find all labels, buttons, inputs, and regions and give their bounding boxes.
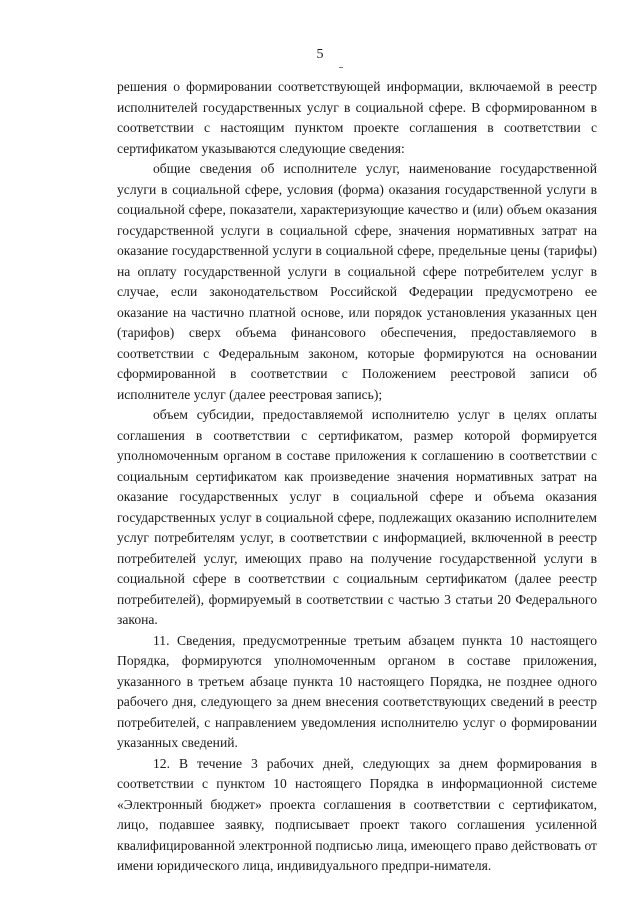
paragraph-item-11: 11. Сведения, предусмотренные третьим абзацем пункта 10 настоящего Порядка, формируются уполномоченным органом в составе приложения, указанного в третьем абзаце пункта 10 настоящего Порядка, не позднее одного рабочего дня, следующего за днем внесения соответствующих сведений в реестр потребителей, с направлением уведомления исполнителю услуг о формировании указанных сведений. <box>117 632 597 750</box>
paragraph-item-12: 12. В течение 3 рабочих дней, следующих за днем формирования в соответствии с пунктом 10 настоящего Порядка в информационной системе «Электронный бюджет» проекта соглашения в соответствии с сертификатом, лицо, подавшее заявку, подписывает проект такого соглашения усиленной квалифицированной электронной подписью лица, имеющего право действовать от имени юридического лица, индивидуального предпри-нимателя. <box>117 755 597 873</box>
paragraph-general-info: общие сведения об исполнителе услуг, наименование государственной услуги в социальной сфере, условия (форма) оказания государственной услуги в социальной сфере, показатели, характеризующие качество и (или) объем оказания государственной услуги в социальной сфере, значения нормативных затрат на оказание государственной услуги в социальной сфере, предельные цены (тарифы) на оплату государственной услуги в социальной сфере потребителем услуг в случае, если законодательством Российской Федерации предусмотрено ее оказание на частично платной основе, или порядок установления указанных цен (тарифов) сверх объема финансового обеспечения, предоставляемого в соответствии с Федеральным законом, которые формируются на основании сформированной в соответствии с Положением реестровой записи об исполнителе услуг (далее реестровая запись); <box>117 161 597 402</box>
paragraph-continuation: решения о формировании соответствующей информации, включаемой в реестр исполнителей государственных услуг в социальной сфере. В сформированном в соответствии с настоящим пунктом проекте соглашения в соответствии с сертификатом указываются следующие сведения: <box>117 79 597 156</box>
page-number: 5 <box>316 47 324 62</box>
document-body <box>117 77 597 877</box>
paragraph-subsidy-volume: объем субсидии, предоставляемой исполнителю услуг в целях оплаты соглашения в соответствии с сертификатом, размер которой формируется уполномоченным органом в составе приложения к соглашению в соответствии с социальным сертификатом как произведение значения нормативных затрат на оказание государственных услуг в социальной сфере и объема оказания государственных услуг в социальной сфере, подлежащих оказанию исполнителем услуг потребителям услуг, в соответствии с информацией, включенной в реестр потребителей услуг, имеющих право на получение государственной услуги в социальной сфере в соответствии с социальным сертификатом (далее реестр потребителей), формируемый в соответствии с частью 3 статьи 20 Федерального закона. <box>117 407 597 627</box>
scan-mark <box>339 67 343 68</box>
